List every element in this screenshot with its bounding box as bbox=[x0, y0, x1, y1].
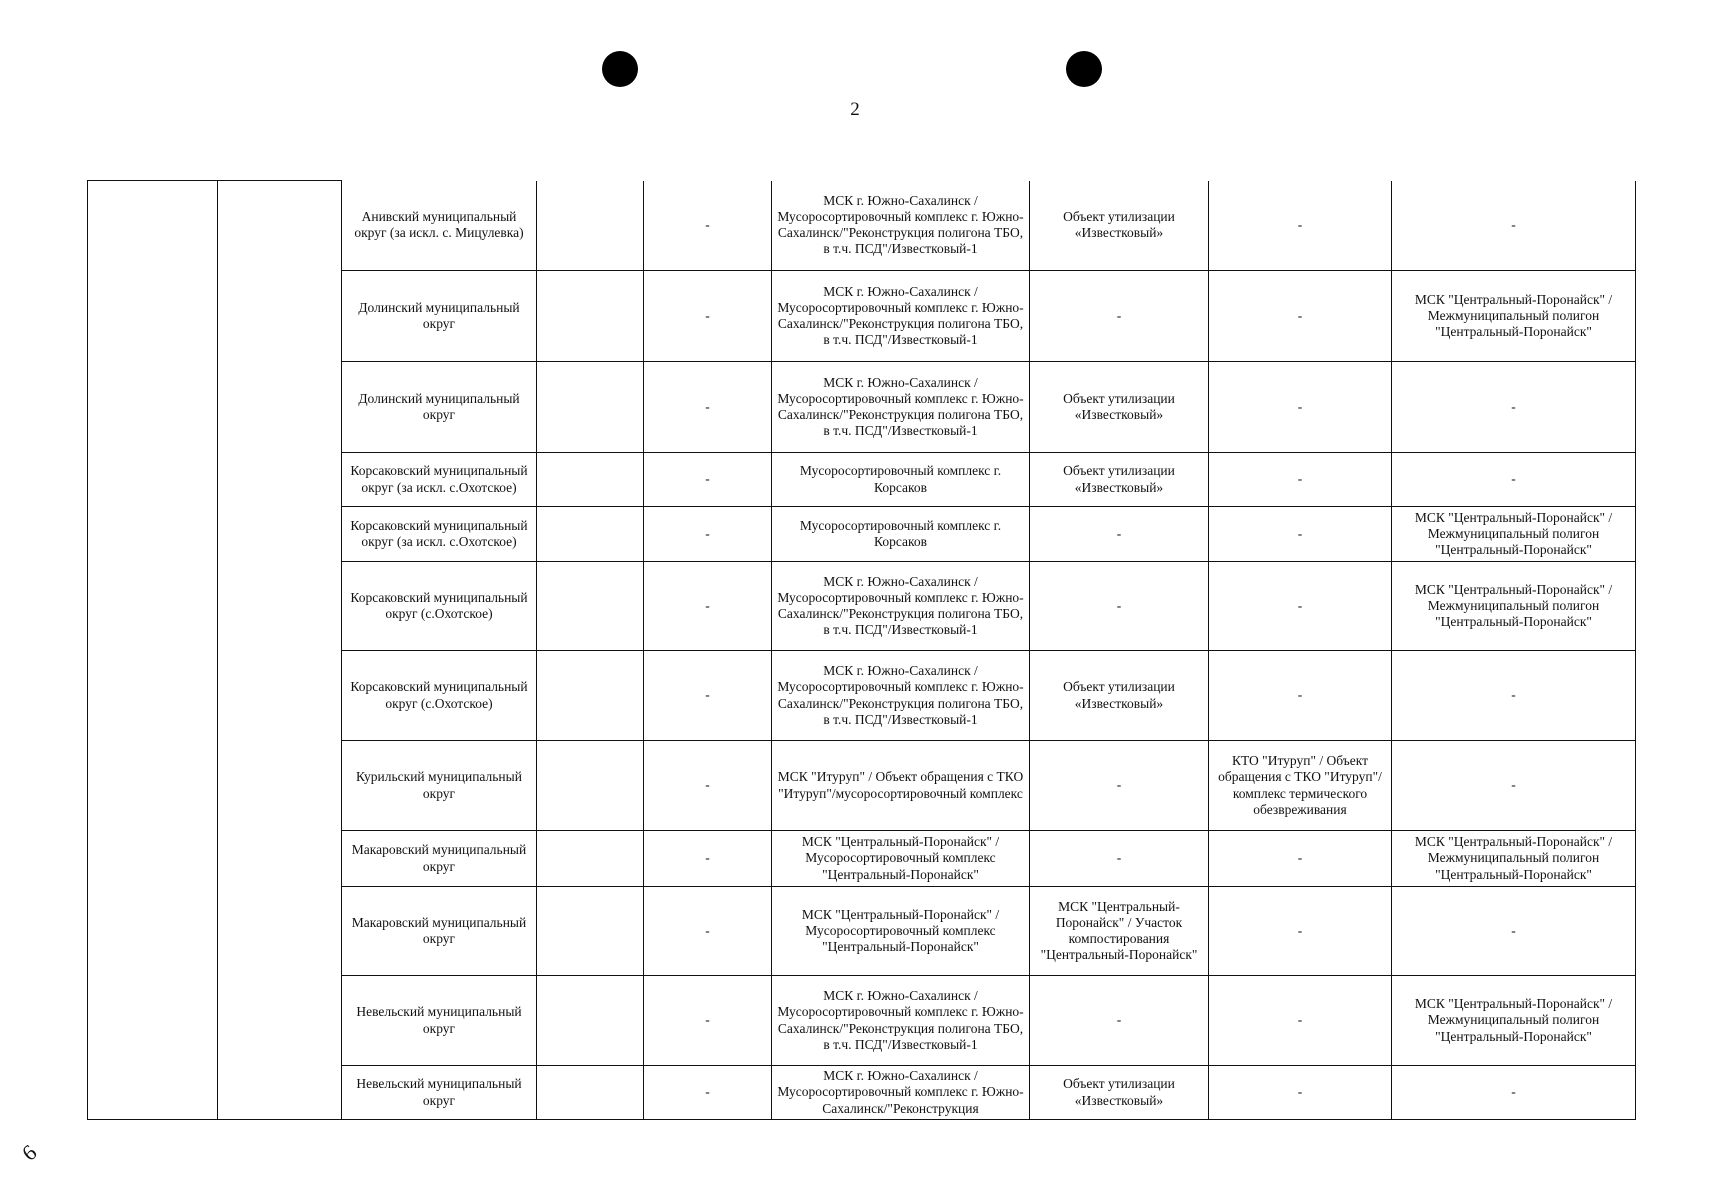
cell-c4: - bbox=[644, 976, 772, 1066]
cell-c6: Объект утилизации «Известковый» bbox=[1030, 453, 1209, 507]
cell-c7: - bbox=[1209, 831, 1392, 887]
cell-c7: - bbox=[1209, 271, 1392, 362]
cell-c8: - bbox=[1392, 453, 1636, 507]
cell-c3 bbox=[537, 887, 644, 976]
cell-c6: - bbox=[1030, 271, 1209, 362]
district-cell: Анивский муниципальный округ (за искл. с. Мицулевка) bbox=[342, 181, 537, 271]
cell-c7: - bbox=[1209, 453, 1392, 507]
punch-hole-right bbox=[1066, 51, 1102, 87]
cell-c3 bbox=[537, 362, 644, 453]
cell-c7: - bbox=[1209, 181, 1392, 271]
cell-c4: - bbox=[644, 362, 772, 453]
cell-c3 bbox=[537, 976, 644, 1066]
cell-c3 bbox=[537, 181, 644, 271]
cell-c7: - bbox=[1209, 976, 1392, 1066]
district-cell: Макаровский муниципальный округ bbox=[342, 831, 537, 887]
cell-c7: - bbox=[1209, 562, 1392, 651]
cell-c5: Мусоросортировочный комплекс г. Корсаков bbox=[772, 507, 1030, 562]
district-cell: Невельский муниципальный округ bbox=[342, 1066, 537, 1120]
waste-flow-table bbox=[87, 180, 1636, 1120]
cell-c7: - bbox=[1209, 887, 1392, 976]
cell-c6: Объект утилизации «Известковый» bbox=[1030, 651, 1209, 741]
punch-hole-left bbox=[602, 51, 638, 87]
cell-c4: - bbox=[644, 562, 772, 651]
cell-c5: МСК г. Южно-Сахалинск / Мусоросортировочный комплекс г. Южно-Сахалинск/"Реконструкция полигона ТБО, в т.ч. ПСД"/Известковый-1 bbox=[772, 562, 1030, 651]
cell-c3 bbox=[537, 1066, 644, 1120]
cell-c7: - bbox=[1209, 362, 1392, 453]
cell-c4: - bbox=[644, 651, 772, 741]
cell-c4: - bbox=[644, 831, 772, 887]
cell-c6: МСК "Центральный-Поронайск" / Участок компостирования "Центральный-Поронайск" bbox=[1030, 887, 1209, 976]
cell-c3 bbox=[537, 562, 644, 651]
cell-c8: - bbox=[1392, 1066, 1636, 1120]
cell-c5: МСК "Центральный-Поронайск" / Мусоросортировочный комплекс "Центральный-Поронайск" bbox=[772, 831, 1030, 887]
cell-c4: - bbox=[644, 507, 772, 562]
cell-c4: - bbox=[644, 887, 772, 976]
district-cell: Корсаковский муниципальный округ (за искл. с.Охотское) bbox=[342, 453, 537, 507]
district-cell: Макаровский муниципальный округ bbox=[342, 887, 537, 976]
cell-c4: - bbox=[644, 181, 772, 271]
cell-c4: - bbox=[644, 1066, 772, 1120]
cell-c8: МСК "Центральный-Поронайск" / Межмуниципальный полигон "Центральный-Поронайск" bbox=[1392, 562, 1636, 651]
cell-c6: Объект утилизации «Известковый» bbox=[1030, 362, 1209, 453]
district-cell: Курильский муниципальный округ bbox=[342, 741, 537, 831]
cell-c4: - bbox=[644, 741, 772, 831]
table-body bbox=[88, 181, 1636, 1120]
merged-column-2 bbox=[218, 181, 342, 1120]
cell-c3 bbox=[537, 741, 644, 831]
cell-c8: МСК "Центральный-Поронайск" / Межмуниципальный полигон "Центральный-Поронайск" bbox=[1392, 831, 1636, 887]
cell-c5: Мусоросортировочный комплекс г. Корсаков bbox=[772, 453, 1030, 507]
cell-c8: - bbox=[1392, 362, 1636, 453]
cell-c8: - bbox=[1392, 741, 1636, 831]
district-cell: Долинский муниципальный округ bbox=[342, 271, 537, 362]
cell-c8: МСК "Центральный-Поронайск" / Межмуниципальный полигон "Центральный-Поронайск" bbox=[1392, 507, 1636, 562]
table-row bbox=[88, 181, 1636, 271]
cell-c7: - bbox=[1209, 1066, 1392, 1120]
cell-c6: - bbox=[1030, 507, 1209, 562]
cell-c6: - bbox=[1030, 976, 1209, 1066]
cell-c5: МСК "Итуруп" / Объект обращения с ТКО "Итуруп"/мусоросортировочный комплекс bbox=[772, 741, 1030, 831]
cell-c7: - bbox=[1209, 651, 1392, 741]
district-cell: Корсаковский муниципальный округ (с.Охотское) bbox=[342, 562, 537, 651]
district-cell: Корсаковский муниципальный округ (с.Охотское) bbox=[342, 651, 537, 741]
cell-c6: - bbox=[1030, 831, 1209, 887]
cell-c5: МСК г. Южно-Сахалинск / Мусоросортировочный комплекс г. Южно-Сахалинск/"Реконструкция полигона ТБО, в т.ч. ПСД"/Известковый-1 bbox=[772, 362, 1030, 453]
page-number: 2 bbox=[850, 99, 860, 120]
cell-c6: Объект утилизации «Известковый» bbox=[1030, 181, 1209, 271]
cell-c8: - bbox=[1392, 181, 1636, 271]
cell-c8: МСК "Центральный-Поронайск" / Межмуниципальный полигон "Центральный-Поронайск" bbox=[1392, 976, 1636, 1066]
cell-c5: МСК г. Южно-Сахалинск / Мусоросортировочный комплекс г. Южно-Сахалинск/"Реконструкция полигона ТБО, в т.ч. ПСД"/Известковый-1 bbox=[772, 651, 1030, 741]
cell-c5: МСК г. Южно-Сахалинск / Мусоросортировочный комплекс г. Южно-Сахалинск/"Реконструкция bbox=[772, 1066, 1030, 1120]
margin-handwritten-mark: 6 bbox=[16, 1139, 42, 1166]
cell-c6: Объект утилизации «Известковый» bbox=[1030, 1066, 1209, 1120]
district-cell: Долинский муниципальный округ bbox=[342, 362, 537, 453]
cell-c3 bbox=[537, 453, 644, 507]
cell-c3 bbox=[537, 651, 644, 741]
cell-c5: МСК г. Южно-Сахалинск / Мусоросортировочный комплекс г. Южно-Сахалинск/"Реконструкция полигона ТБО, в т.ч. ПСД"/Известковый-1 bbox=[772, 181, 1030, 271]
cell-c3 bbox=[537, 271, 644, 362]
cell-c8: - bbox=[1392, 651, 1636, 741]
cell-c7: - bbox=[1209, 507, 1392, 562]
cell-c8: МСК "Центральный-Поронайск" / Межмуниципальный полигон "Центральный-Поронайск" bbox=[1392, 271, 1636, 362]
cell-c5: МСК г. Южно-Сахалинск / Мусоросортировочный комплекс г. Южно-Сахалинск/"Реконструкция полигона ТБО, в т.ч. ПСД"/Известковый-1 bbox=[772, 271, 1030, 362]
cell-c3 bbox=[537, 831, 644, 887]
cell-c4: - bbox=[644, 271, 772, 362]
cell-c6: - bbox=[1030, 741, 1209, 831]
merged-column-1 bbox=[88, 181, 218, 1120]
cell-c5: МСК "Центральный-Поронайск" / Мусоросортировочный комплекс "Центральный-Поронайск" bbox=[772, 887, 1030, 976]
cell-c7: КТО "Итуруп" / Объект обращения с ТКО "Итуруп"/комплекс термического обезвреживания bbox=[1209, 741, 1392, 831]
cell-c6: - bbox=[1030, 562, 1209, 651]
cell-c8: - bbox=[1392, 887, 1636, 976]
district-cell: Невельский муниципальный округ bbox=[342, 976, 537, 1066]
district-cell: Корсаковский муниципальный округ (за искл. с.Охотское) bbox=[342, 507, 537, 562]
cell-c3 bbox=[537, 507, 644, 562]
cell-c4: - bbox=[644, 453, 772, 507]
cell-c5: МСК г. Южно-Сахалинск / Мусоросортировочный комплекс г. Южно-Сахалинск/"Реконструкция полигона ТБО, в т.ч. ПСД"/Известковый-1 bbox=[772, 976, 1030, 1066]
